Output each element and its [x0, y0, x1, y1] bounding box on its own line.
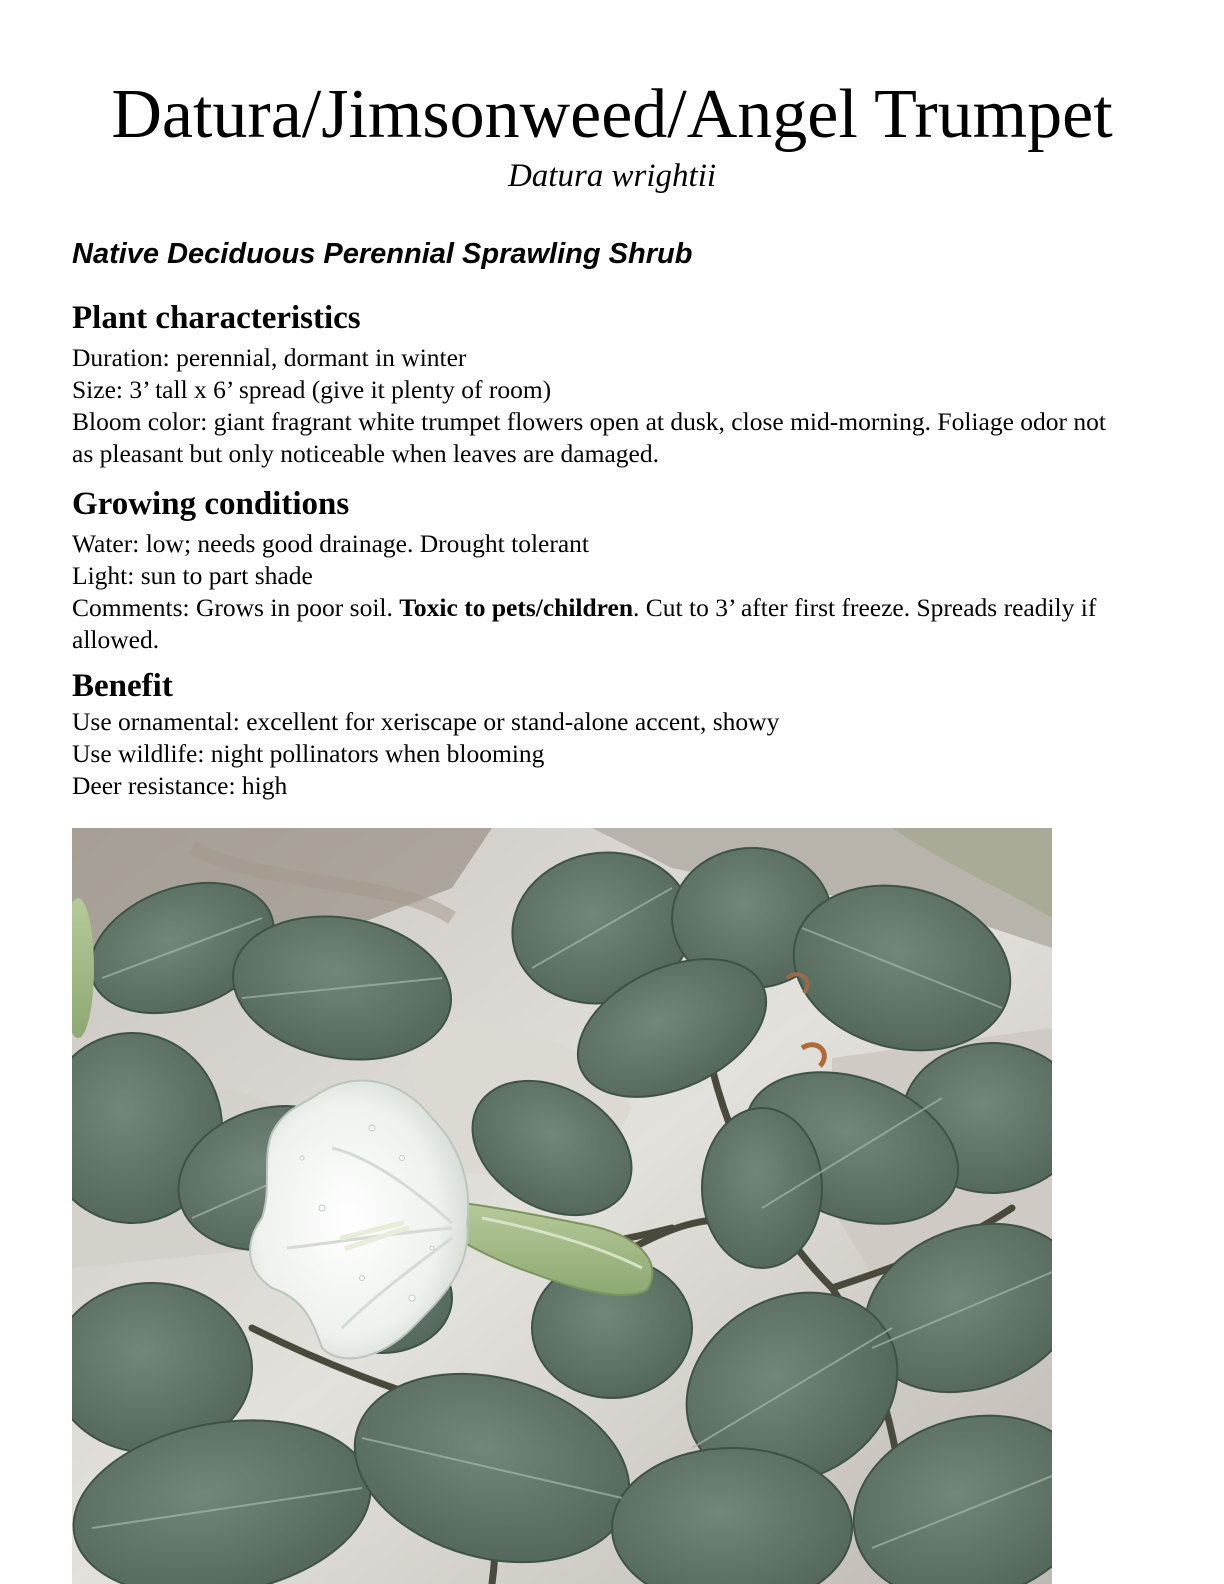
- light-line: Light: sun to part shade: [72, 561, 313, 590]
- ornamental-use-line: Use ornamental: excellent for xeriscape or stand-alone accent, showy: [72, 707, 780, 736]
- size-line: Size: 3’ tall x 6’ spread (give it plenty of room): [72, 375, 552, 404]
- water-line: Water: low; needs good drainage. Drought tolerant: [72, 529, 589, 558]
- comments-text-end: . Cut to 3’ after first freeze. Spreads readily if allowed.: [72, 593, 1097, 654]
- deer-resistance-line: Deer resistance: high: [72, 771, 288, 800]
- toxic-warning: Toxic to pets/children: [399, 593, 634, 622]
- benefit-section: [72, 666, 1132, 802]
- growing-conditions-heading: Growing conditions: [72, 486, 350, 522]
- scientific-name: Datura wrightii: [507, 158, 717, 194]
- plant-characteristics-heading: Plant characteristics: [72, 300, 361, 336]
- datura-flower-photo: [72, 828, 1052, 1584]
- page-title: Datura/Jimsonweed/Angel Trumpet: [111, 76, 1113, 153]
- wildlife-use-line: Use wildlife: night pollinators when blooming: [72, 739, 545, 768]
- plant-type-subtitle: Native Deciduous Perennial Sprawling Shrub: [72, 238, 693, 270]
- comments-text: Comments: Grows in poor soil.: [72, 593, 400, 622]
- growing-conditions-section: [72, 484, 1132, 656]
- comments-line: [72, 592, 1132, 656]
- plant-characteristics-section: [72, 298, 1132, 470]
- bloom-color-line: Bloom color: giant fragrant white trumpet flowers open at dusk, close mid-morning. Foliage odor not as pleasant but only noticeable when leaves are damaged.: [72, 407, 1106, 468]
- duration-line: Duration: perennial, dormant in winter: [72, 343, 467, 372]
- benefit-heading: Benefit: [72, 668, 173, 704]
